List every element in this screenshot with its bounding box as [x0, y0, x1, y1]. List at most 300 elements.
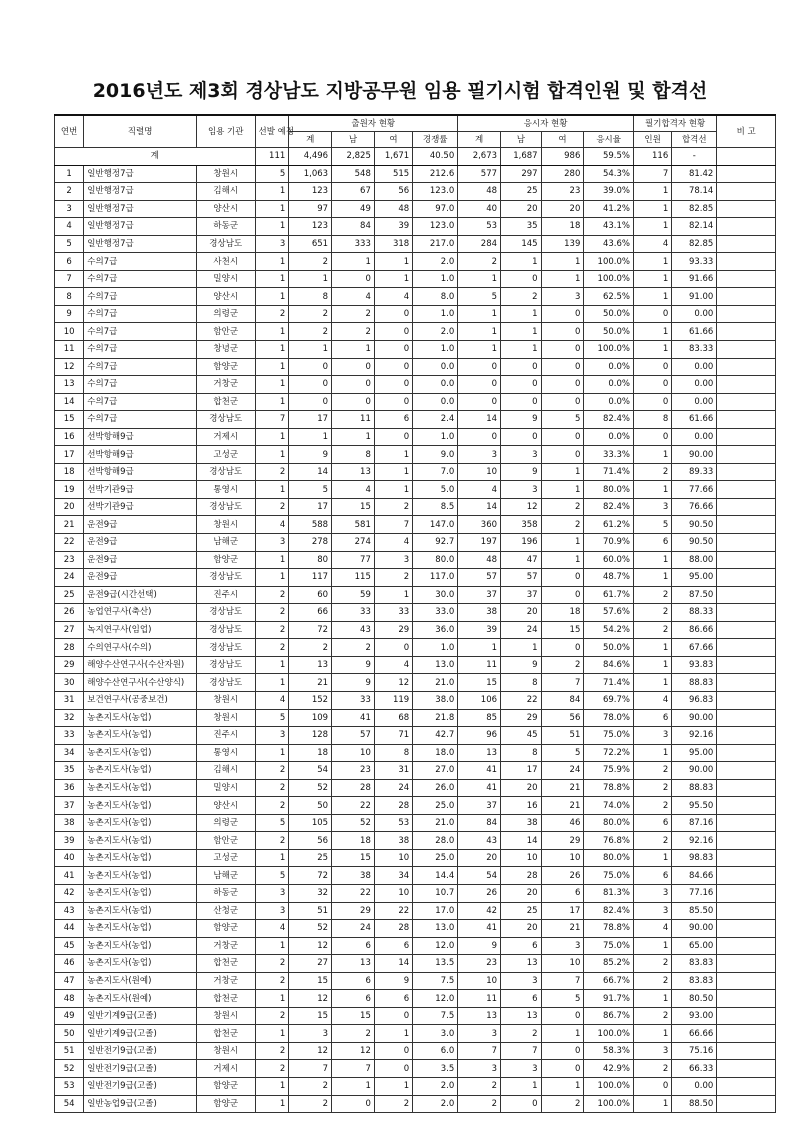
note-cell: [717, 1025, 776, 1043]
table-cell: 1: [458, 341, 501, 359]
table-row: [55, 551, 776, 569]
note-cell: [717, 165, 776, 183]
table-cell: 42: [55, 884, 84, 902]
table-cell: 2: [255, 586, 289, 604]
table-cell: 45: [501, 727, 542, 745]
table-cell: 40: [55, 849, 84, 867]
table-cell: 9: [289, 446, 332, 464]
note-cell: [717, 183, 776, 201]
table-cell: 김해시: [196, 762, 255, 780]
table-cell: 18: [332, 832, 375, 850]
table-cell: 2: [458, 1077, 501, 1095]
table-cell: 60.0%: [584, 551, 634, 569]
table-cell: 57: [332, 727, 375, 745]
table-cell: 운전9급: [84, 516, 197, 534]
note-cell: [717, 639, 776, 657]
table-cell: 50: [289, 797, 332, 815]
table-cell: 5: [255, 165, 289, 183]
table-cell: 1: [289, 341, 332, 359]
note-cell: [717, 253, 776, 271]
table-cell: 25.0: [413, 797, 458, 815]
table-cell: 24: [501, 621, 542, 639]
table-cell: 27: [55, 621, 84, 639]
table-cell: 1: [289, 270, 332, 288]
table-cell: 함양군: [196, 1077, 255, 1095]
table-cell: 하동군: [196, 218, 255, 236]
table-cell: 1.0: [413, 428, 458, 446]
subheader-examinees-male: 남: [501, 132, 542, 148]
table-cell: 운전9급: [84, 569, 197, 587]
table-cell: 42.7: [413, 727, 458, 745]
table-cell: 일반전기9급(고졸): [84, 1042, 197, 1060]
table-cell: 46: [55, 955, 84, 973]
table-cell: 일반행정7급: [84, 165, 197, 183]
table-cell: 1: [374, 270, 412, 288]
table-cell: 9: [332, 674, 375, 692]
table-cell: 37: [501, 586, 542, 604]
table-cell: 8: [501, 674, 542, 692]
table-cell: 6: [501, 990, 542, 1008]
table-cell: 76.8%: [584, 832, 634, 850]
table-cell: 47: [55, 972, 84, 990]
table-cell: 17: [289, 498, 332, 516]
table-cell: 2,825: [332, 148, 375, 166]
table-cell: 111: [255, 148, 289, 166]
table-cell: 7: [541, 674, 584, 692]
table-cell: 54: [55, 1095, 84, 1113]
table-cell: 29: [55, 656, 84, 674]
table-cell: 농촌지도사(농업): [84, 920, 197, 938]
table-cell: 588: [289, 516, 332, 534]
table-cell: 6: [374, 411, 412, 429]
table-cell: 24: [374, 779, 412, 797]
table-cell: 26: [541, 867, 584, 885]
table-cell: 2: [633, 832, 671, 850]
table-cell: 수의7급: [84, 393, 197, 411]
table-cell: 2: [332, 323, 375, 341]
table-cell: 4: [633, 920, 671, 938]
table-cell: 7.0: [413, 463, 458, 481]
table-cell: 30.0: [413, 586, 458, 604]
table-row: [55, 621, 776, 639]
header-planned: 선발 예정: [255, 115, 289, 148]
table-cell: 29: [541, 832, 584, 850]
table-cell: 61.66: [672, 323, 717, 341]
table-cell: 선박항해9급: [84, 428, 197, 446]
table-cell: 0: [458, 358, 501, 376]
table-cell: 15: [289, 1007, 332, 1025]
table-cell: 7: [55, 270, 84, 288]
table-cell: 3: [255, 902, 289, 920]
table-cell: 88.83: [672, 779, 717, 797]
table-cell: 0: [541, 639, 584, 657]
table-cell: 0: [374, 358, 412, 376]
table-cell: 15: [55, 411, 84, 429]
table-row: [55, 902, 776, 920]
table-cell: 0: [374, 1060, 412, 1078]
table-row: [55, 1042, 776, 1060]
table-cell: 0.0%: [584, 428, 634, 446]
table-cell: 1: [255, 446, 289, 464]
table-cell: 일반행정7급: [84, 235, 197, 253]
table-cell: 53: [458, 218, 501, 236]
note-cell: [717, 516, 776, 534]
table-cell: 50: [55, 1025, 84, 1043]
table-cell: 72: [289, 867, 332, 885]
table-cell: 71: [374, 727, 412, 745]
table-cell: 42: [458, 902, 501, 920]
table-cell: 2: [255, 639, 289, 657]
table-cell: 0: [541, 393, 584, 411]
table-cell: 13: [332, 955, 375, 973]
table-row: [55, 972, 776, 990]
table-cell: 358: [501, 516, 542, 534]
table-cell: 20: [501, 884, 542, 902]
table-cell: 1: [633, 200, 671, 218]
table-cell: 창원시: [196, 516, 255, 534]
table-cell: 1: [633, 656, 671, 674]
table-cell: 경상남도: [196, 411, 255, 429]
subheader-competition: 경쟁률: [413, 132, 458, 148]
table-cell: 9.0: [413, 446, 458, 464]
table-cell: 0: [501, 428, 542, 446]
table-cell: 9: [501, 656, 542, 674]
note-cell: [717, 937, 776, 955]
table-cell: 13.0: [413, 920, 458, 938]
total-label: 계: [55, 148, 256, 166]
table-cell: 3: [289, 1025, 332, 1043]
table-row: [55, 463, 776, 481]
table-cell: 12: [289, 937, 332, 955]
table-cell: 217.0: [413, 235, 458, 253]
table-cell: 0: [541, 569, 584, 587]
table-cell: 92.16: [672, 727, 717, 745]
table-cell: 1: [255, 744, 289, 762]
table-cell: 합천군: [196, 990, 255, 1008]
table-cell: 1: [255, 990, 289, 1008]
table-row: [55, 569, 776, 587]
table-cell: 13: [458, 744, 501, 762]
table-cell: 43.1%: [584, 218, 634, 236]
table-cell: 수의7급: [84, 253, 197, 271]
table-cell: 6: [633, 814, 671, 832]
table-cell: 48: [458, 183, 501, 201]
table-cell: 1: [633, 446, 671, 464]
table-cell: 10: [458, 972, 501, 990]
table-cell: 42.9%: [584, 1060, 634, 1078]
subheader-cutoff: 합격선: [672, 132, 717, 148]
table-cell: 2: [332, 639, 375, 657]
table-cell: 36: [55, 779, 84, 797]
table-cell: 1: [633, 218, 671, 236]
table-row: [55, 393, 776, 411]
table-row: [55, 674, 776, 692]
table-cell: 41: [458, 779, 501, 797]
table-cell: 100.0%: [584, 253, 634, 271]
table-cell: 10: [55, 323, 84, 341]
table-cell: 7: [374, 516, 412, 534]
table-cell: 2: [289, 1077, 332, 1095]
table-cell: 함양군: [196, 358, 255, 376]
table-cell: 123: [289, 183, 332, 201]
table-cell: 85: [458, 709, 501, 727]
table-cell: 0: [633, 358, 671, 376]
table-cell: 60: [289, 586, 332, 604]
table-cell: 34: [374, 867, 412, 885]
table-cell: 85.2%: [584, 955, 634, 973]
table-row: [55, 1007, 776, 1025]
table-cell: 1.0: [413, 639, 458, 657]
table-cell: 8: [332, 446, 375, 464]
table-cell: 3: [458, 446, 501, 464]
table-cell: 10: [374, 849, 412, 867]
table-cell: 농촌지도사(농업): [84, 884, 197, 902]
table-cell: 1: [633, 1025, 671, 1043]
table-cell: 0: [374, 323, 412, 341]
table-row: [55, 955, 776, 973]
note-cell: [717, 235, 776, 253]
table-cell: 100.0%: [584, 270, 634, 288]
table-cell: 2: [289, 253, 332, 271]
table-row: [55, 270, 776, 288]
table-cell: 21: [55, 516, 84, 534]
note-cell: [717, 902, 776, 920]
note-cell: [717, 727, 776, 745]
table-cell: 81.3%: [584, 884, 634, 902]
note-cell: [717, 446, 776, 464]
table-cell: 5: [289, 481, 332, 499]
table-cell: 39: [458, 621, 501, 639]
note-cell: [717, 709, 776, 727]
table-cell: 34: [55, 744, 84, 762]
table-cell: 87.16: [672, 814, 717, 832]
table-cell: 2,673: [458, 148, 501, 166]
table-cell: 29: [501, 709, 542, 727]
table-cell: 33.0: [413, 604, 458, 622]
table-cell: 43: [55, 902, 84, 920]
table-cell: 1: [255, 183, 289, 201]
header-passers: 필기합격자 현황: [633, 115, 716, 132]
table-cell: 고성군: [196, 849, 255, 867]
table-cell: 10: [501, 849, 542, 867]
table-cell: 4: [255, 691, 289, 709]
table-cell: 선박항해9급: [84, 463, 197, 481]
table-cell: 1: [633, 341, 671, 359]
table-cell: 3: [633, 727, 671, 745]
table-cell: 83.83: [672, 955, 717, 973]
note-cell: [717, 551, 776, 569]
table-cell: 24: [55, 569, 84, 587]
table-cell: 0: [332, 1095, 375, 1113]
table-cell: 양산시: [196, 200, 255, 218]
table-cell: 10: [374, 884, 412, 902]
table-cell: 88.50: [672, 1095, 717, 1113]
table-cell: 548: [332, 165, 375, 183]
table-cell: 25: [289, 849, 332, 867]
table-cell: 1,671: [374, 148, 412, 166]
table-cell: 6: [332, 972, 375, 990]
table-cell: 52: [289, 779, 332, 797]
table-cell: 80.0%: [584, 481, 634, 499]
table-cell: 0: [541, 1042, 584, 1060]
note-cell: [717, 884, 776, 902]
header-applicants: 출원자 현황: [289, 115, 458, 132]
table-cell: 50.0%: [584, 323, 634, 341]
table-cell: 12: [501, 498, 542, 516]
table-cell: 100.0%: [584, 1095, 634, 1113]
table-cell: 77.16: [672, 884, 717, 902]
total-row: [55, 148, 776, 166]
table-cell: 51: [541, 727, 584, 745]
table-cell: 77.66: [672, 481, 717, 499]
table-cell: 6: [374, 990, 412, 1008]
table-cell: 3: [541, 288, 584, 306]
table-cell: 78.8%: [584, 920, 634, 938]
table-cell: 72.2%: [584, 744, 634, 762]
table-cell: 0: [289, 376, 332, 394]
table-cell: 33: [332, 604, 375, 622]
table-cell: 1: [255, 656, 289, 674]
table-cell: 5: [541, 744, 584, 762]
table-cell: 2: [255, 621, 289, 639]
table-cell: 2: [255, 604, 289, 622]
table-cell: 33: [374, 604, 412, 622]
table-cell: 0.0: [413, 393, 458, 411]
table-cell: 66: [289, 604, 332, 622]
table-cell: 1: [374, 463, 412, 481]
table-cell: 1: [633, 569, 671, 587]
table-cell: 2: [255, 832, 289, 850]
table-cell: 2: [255, 955, 289, 973]
table-cell: 농촌지도사(농업): [84, 744, 197, 762]
table-header: [55, 115, 776, 148]
table-cell: 145: [501, 235, 542, 253]
table-cell: 4: [633, 691, 671, 709]
table-cell: 24: [332, 920, 375, 938]
table-cell: 13.5: [413, 955, 458, 973]
table-cell: 3: [458, 1060, 501, 1078]
table-cell: 84: [541, 691, 584, 709]
table-cell: 3: [55, 200, 84, 218]
table-cell: 거창군: [196, 376, 255, 394]
table-cell: 278: [289, 534, 332, 552]
table-cell: 9: [332, 656, 375, 674]
table-cell: 1: [633, 639, 671, 657]
table-cell: 0: [501, 358, 542, 376]
table-cell: 1: [255, 569, 289, 587]
table-row: [55, 516, 776, 534]
table-cell: 5: [255, 867, 289, 885]
table-cell: 합천군: [196, 955, 255, 973]
table-cell: 43.6%: [584, 235, 634, 253]
table-cell: 54.3%: [584, 165, 634, 183]
table-cell: 1: [332, 1077, 375, 1095]
table-cell: 116: [633, 148, 671, 166]
table-cell: 9: [501, 411, 542, 429]
table-cell: 44: [55, 920, 84, 938]
table-cell: 4: [458, 481, 501, 499]
table-cell: 39: [55, 832, 84, 850]
table-cell: 29: [374, 621, 412, 639]
note-cell: [717, 762, 776, 780]
table-cell: 67: [332, 183, 375, 201]
table-cell: 1: [255, 323, 289, 341]
table-cell: 경상남도: [196, 498, 255, 516]
table-cell: 7: [255, 411, 289, 429]
table-cell: 68: [374, 709, 412, 727]
table-cell: 농촌지도사(농업): [84, 727, 197, 745]
table-cell: 3: [633, 1042, 671, 1060]
note-cell: [717, 463, 776, 481]
table-cell: 4: [332, 481, 375, 499]
table-cell: 109: [289, 709, 332, 727]
table-cell: 92.7: [413, 534, 458, 552]
table-cell: 경상남도: [196, 463, 255, 481]
table-cell: 29: [332, 902, 375, 920]
table-cell: 7: [289, 1060, 332, 1078]
table-cell: 수의7급: [84, 323, 197, 341]
table-cell: 1: [458, 323, 501, 341]
table-cell: 1: [633, 990, 671, 1008]
table-cell: 18: [541, 218, 584, 236]
table-cell: 581: [332, 516, 375, 534]
table-cell: 9: [374, 972, 412, 990]
table-cell: 0: [332, 358, 375, 376]
note-cell: [717, 393, 776, 411]
table-cell: 78.0%: [584, 709, 634, 727]
table-cell: 15: [332, 498, 375, 516]
table-cell: 2.0: [413, 253, 458, 271]
table-cell: 48: [458, 551, 501, 569]
table-cell: 115: [332, 569, 375, 587]
note-cell: [717, 955, 776, 973]
table-cell: 2: [633, 1060, 671, 1078]
table-cell: 40.50: [413, 148, 458, 166]
table-row: [55, 376, 776, 394]
table-cell: 152: [289, 691, 332, 709]
table-cell: 0.0: [413, 376, 458, 394]
table-cell: 13: [501, 955, 542, 973]
table-cell: 2.4: [413, 411, 458, 429]
table-cell: 69.7%: [584, 691, 634, 709]
table-cell: 28: [501, 867, 542, 885]
table-cell: 7: [332, 1060, 375, 1078]
table-cell: 2: [633, 463, 671, 481]
table-cell: 1: [458, 270, 501, 288]
subheader-applicants-total: 계: [289, 132, 332, 148]
table-cell: 일반행정7급: [84, 183, 197, 201]
table-cell: 21: [541, 797, 584, 815]
table-cell: 13.0: [413, 656, 458, 674]
table-cell: 32: [55, 709, 84, 727]
note-cell: [717, 1007, 776, 1025]
table-cell: 양산시: [196, 797, 255, 815]
table-cell: 8: [374, 744, 412, 762]
table-cell: 함양군: [196, 1095, 255, 1113]
table-row: [55, 762, 776, 780]
table-cell: 1: [501, 1077, 542, 1095]
table-row: [55, 586, 776, 604]
table-cell: 74.0%: [584, 797, 634, 815]
table-cell: 23: [541, 183, 584, 201]
table-cell: 합천군: [196, 1025, 255, 1043]
table-row: [55, 1060, 776, 1078]
table-cell: 1: [633, 253, 671, 271]
table-cell: 4: [374, 534, 412, 552]
table-cell: 창원시: [196, 709, 255, 727]
table-cell: 14: [374, 955, 412, 973]
table-cell: 84.66: [672, 867, 717, 885]
